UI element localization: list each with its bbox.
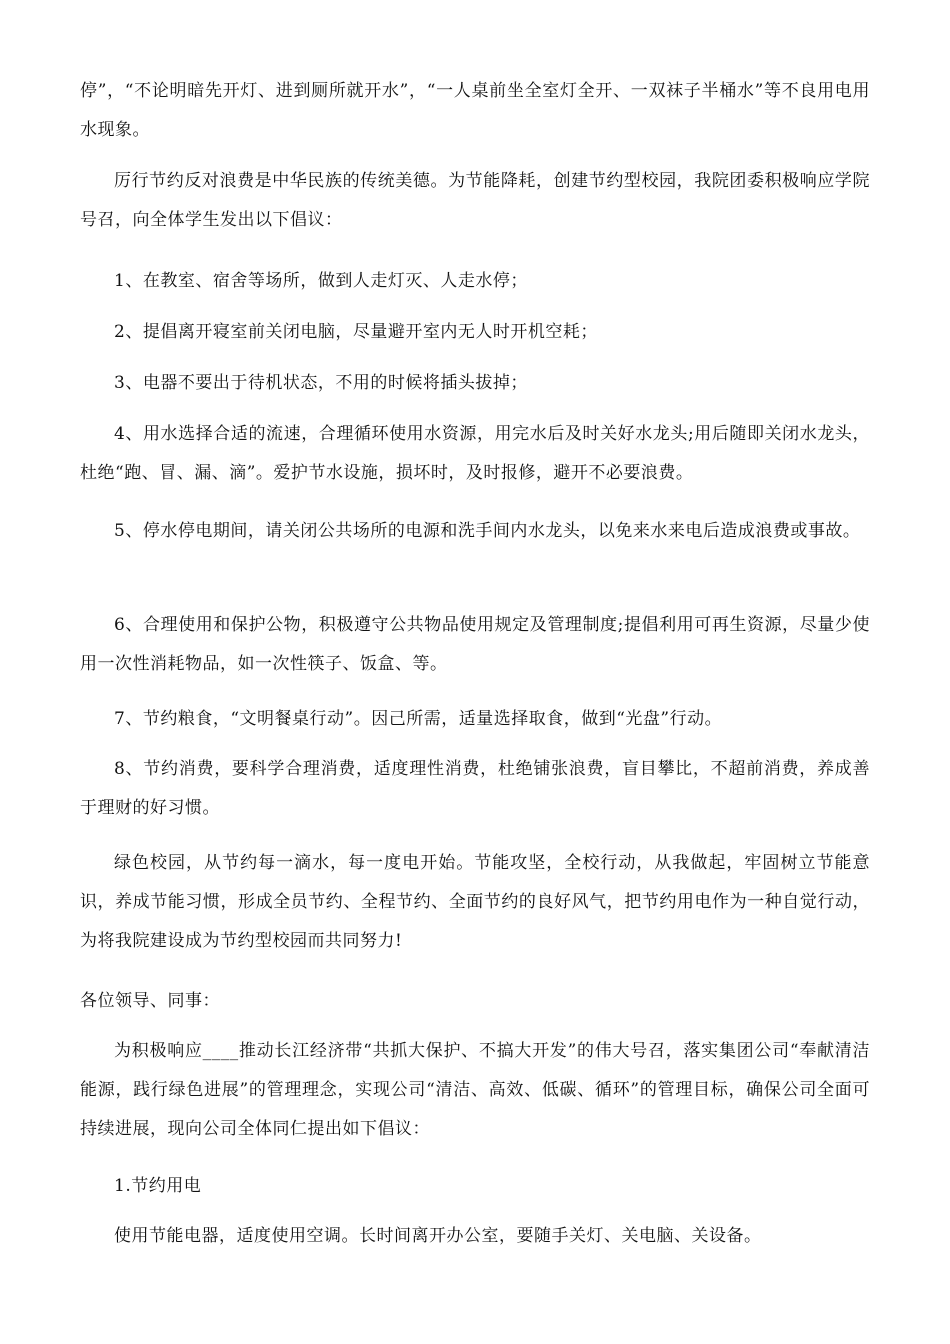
paragraph-save-electricity: 使用节能电器，适度使用空调。长时间离开办公室，要随手关灯、关电脑、关设备。	[114, 1226, 762, 1246]
paragraph-intro: 厉行节约反对浪费是中华民族的传统美德。为节能降耗，创建节约型校园，我院团委积极响应学院号召，向全体学生发出以下倡议：	[80, 171, 870, 230]
list-item-8: 8、节约消费，要科学合理消费，适度理性消费，杜绝铺张浪费，盲目攀比，不超前消费，养成善于理财的好习惯。	[80, 759, 870, 818]
list-item-6: 6、合理使用和保护公物，积极遵守公共物品使用规定及管理制度;提倡利用可再生资源，尽量少使用一次性消耗物品，如一次性筷子、饭盒、等。	[80, 615, 870, 674]
list-item-5: 5、停水停电期间，请关闭公共场所的电源和洗手间内水龙头，以免来水来电后造成浪费或事故。	[114, 521, 861, 541]
section-heading-save-electricity: 1.节约用电	[114, 1176, 202, 1196]
list-item-2: 2、提倡离开寝室前关闭电脑，尽量避开室内无人时开机空耗；	[114, 322, 598, 342]
list-item-3: 3、电器不要出于待机状态，不用的时候将插头拔掉；	[114, 373, 528, 393]
list-item-4: 4、用水选择合适的流速，合理循环使用水资源，用完水后及时关好水龙头;用后随即关闭水龙头，杜绝“跑、冒、漏、滴”。爱护节水设施，损坏时，及时报修，避开不必要浪费。	[80, 424, 870, 483]
list-item-7: 7、节约粮食，“文明餐桌行动”。因己所需，适量选择取食，做到“光盘”行动。	[114, 709, 723, 729]
paragraph-continuation: 停”，“不论明暗先开灯、进到厕所就开水”，“一人桌前坐全室灯全开、一双袜子半桶水”等不良用电用水现象。	[80, 81, 870, 140]
paragraph-closing: 绿色校园，从节约每一滴水，每一度电开始。节能攻坚，全校行动，从我做起，牢固树立节能意识，养成节能习惯，形成全员节约、全程节约、全面节约的良好风气，把节约用电作为一种自觉行动，为将我院建设成为节约型校园而共同努力!	[80, 853, 870, 951]
list-item-1: 1、在教室、宿舍等场所，做到人走灯灭、人走水停；	[114, 271, 528, 291]
salutation: 各位领导、同事：	[80, 991, 220, 1011]
paragraph-initiative: 为积极响应____推动长江经济带“共抓大保护、不搞大开发”的伟大号召，落实集团公司“奉献清洁能源，践行绿色进展”的管理理念，实现公司“清洁、高效、低碳、循环”的管理目标，确保公司全面可持续进展，现向公司全体同仁提出如下倡议：	[80, 1041, 870, 1139]
